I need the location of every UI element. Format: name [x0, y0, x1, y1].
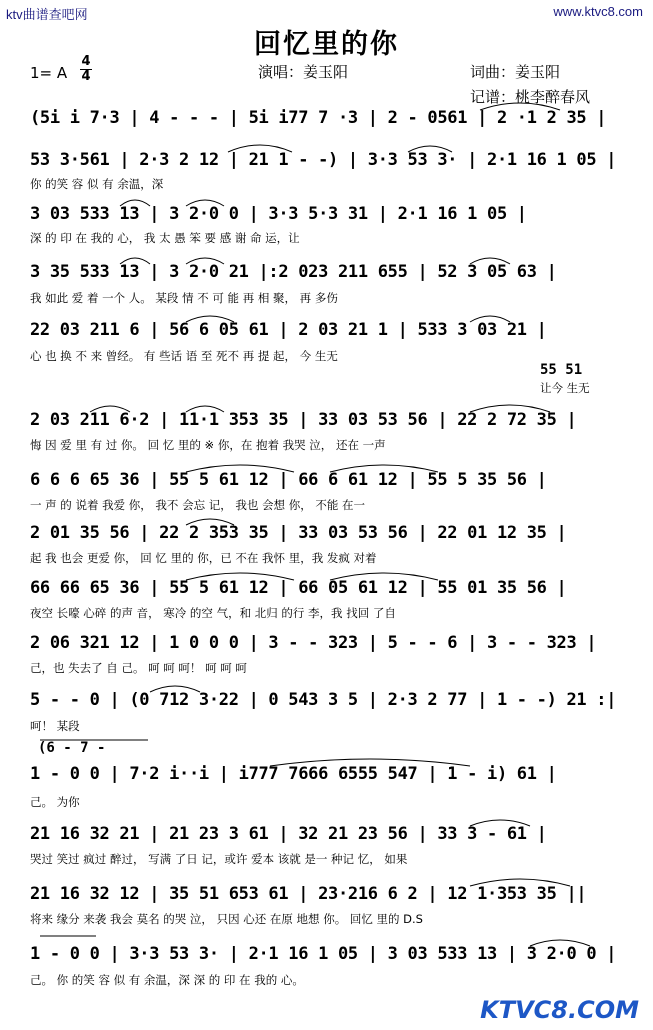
- notation-row: 53 3·561 | 2·3 2 12 | 21 1 - -) | 3·3 53 3· | 2·1 16 1 05 |: [30, 150, 617, 170]
- time-bottom: 4: [81, 69, 91, 84]
- notation-row: 21 16 32 21 | 21 23 3 61 | 32 21 23 56 | 33 3 - 61 |: [30, 824, 547, 844]
- notation-row: 1 - 0 0 | 7·2 i··i | i777 7666 6555 547 | 1 - i) 61 |: [30, 764, 557, 784]
- bracket-notation: (6 - 7 -: [38, 740, 106, 756]
- slur: [470, 316, 510, 322]
- site-url: www.ktvc8.com: [553, 4, 643, 19]
- lyrics-row: 一 声 的 说着 我爱 你， 我不 会忘 记， 我也 会想 你， 不能 在一: [30, 498, 366, 512]
- singer-credit: 演唱：姜玉阳: [258, 63, 349, 81]
- slur: [186, 406, 224, 412]
- slur: [186, 573, 294, 580]
- slur: [186, 200, 224, 206]
- notation-row: 2 03 211 6·2 | 11·1 353 35 | 33 03 53 56 | 22 2 72 35 |: [30, 410, 577, 430]
- lyrics-row: 己。 为你: [30, 795, 80, 809]
- slur: [120, 258, 150, 264]
- slur: [90, 406, 130, 412]
- slur: [186, 465, 294, 472]
- site-logo: KTVC8.COM: [480, 996, 639, 1024]
- slur: [470, 879, 570, 886]
- notation-row: 3 35 533 13 | 3 2·0 21 |:2 023 211 655 | 52 3 05 63 |: [30, 262, 557, 282]
- slur: [186, 519, 234, 525]
- lyrics-row: 起 我 也会 更爱 你， 回 忆 里的 你，已 不在 我怀 里，我 发疯 对着: [30, 551, 377, 565]
- notation-row: 2 01 35 56 | 22 2 353 35 | 33 03 53 56 | 22 01 12 35 |: [30, 523, 567, 543]
- key-signature: 1= A: [30, 64, 68, 82]
- slur: [150, 686, 200, 692]
- notation-row: 22 03 211 6 | 56 6 05 61 | 2 03 21 1 | 533 3 03 21 |: [30, 320, 547, 340]
- notation-row: 1 - 0 0 | 3·3 53 3· | 2·1 16 1 05 | 3 03 533 13 | 3 2·0 0 |: [30, 944, 617, 964]
- notation-row: 3 03 533 13 | 3 2·0 0 | 3·3 5·3 31 | 2·1 16 1 05 |: [30, 204, 527, 224]
- notation-row: 5 - - 0 | (0 712 3·22 | 0 543 3 5 | 2·3 2 77 | 1 - -) 21 :|: [30, 690, 617, 710]
- composer-credit: 词曲：姜玉阳: [470, 63, 561, 81]
- notation-row: 6 6 6 65 36 | 55 5 61 12 | 66 6 61 12 | 55 5 35 56 |: [30, 470, 547, 490]
- lyrics-row: 呵！ 某段: [30, 719, 80, 733]
- lyrics-row: 心 也 换 不 来 曾经。 有 些话 语 至 死不 再 提 起， 今 生无: [30, 349, 338, 363]
- slur: [270, 759, 470, 766]
- transcriber-credit: 记谱：桃李醉春风: [470, 88, 591, 106]
- lyrics-row: 将来 缘分 来袭 我会 莫名 的哭 泣， 只因 心还 在原 地想 你。 回忆 里的 D.S: [30, 912, 423, 926]
- slur: [470, 405, 550, 412]
- notation-row: 21 16 32 12 | 35 51 653 61 | 23·216 6 2 | 12 1·353 35 ||: [30, 884, 587, 904]
- notation-row: 2 06 321 12 | 1 0 0 0 | 3 - - 323 | 5 - - 6 | 3 - - 323 |: [30, 633, 597, 653]
- lyrics-row: 夜空 长嚎 心碎 的声 音， 寒冷 的空 气，和 北归 的行 李，我 找回 了自: [30, 606, 396, 620]
- lyrics-row: 我 如此 爱 着 一个 人。 某段 情 不 可 能 再 相 聚， 再 多伤: [30, 291, 338, 305]
- slur: [120, 200, 150, 206]
- song-title: 回忆里的你: [254, 29, 399, 60]
- slur: [330, 573, 438, 580]
- lyrics-row: 深 的 印 在 我的 心， 我 太 愚 笨 要 感 谢 命 运，让: [30, 231, 300, 245]
- time-top: 4: [81, 54, 91, 69]
- slur: [186, 258, 224, 264]
- lyrics-row: 己。 你 的笑 容 似 有 余温，深 深 的 印 在 我的 心。: [30, 973, 304, 987]
- slur: [186, 316, 234, 322]
- slur: [530, 940, 590, 946]
- slur: [330, 465, 438, 472]
- slur: [470, 820, 530, 826]
- notation-row: (5i i 7·3 | 4 - - - | 5i i77 7 ·3 | 2 - 0561 | 2 ·1 2 35 |: [30, 108, 607, 128]
- lyrics-row: 己，也 失去了 自 己。 呵 呵 呵！ 呵 呵 呵: [30, 661, 247, 675]
- site-watermark: ktv曲谱查吧网: [6, 7, 88, 22]
- slur: [228, 145, 292, 152]
- slur: [408, 146, 452, 152]
- alt-lyrics: 让今 生无: [540, 381, 590, 395]
- lyrics-row: 你 的笑 容 似 有 余温，深: [30, 177, 164, 191]
- lyrics-row: 哭过 笑过 疯过 醉过， 写满 了日 记，或许 爱本 该就 是一 种记 忆， 如果: [30, 852, 408, 866]
- lyrics-row: 悔 因 爱 里 有 过 你。 回 忆 里的 ※ 你，在 抱着 我哭 泣， 还在 一声: [30, 438, 386, 452]
- notation-row: 66 66 65 36 | 55 5 61 12 | 66 05 61 12 | 55 01 35 56 |: [30, 578, 567, 598]
- alt-notation: 55 51: [540, 362, 583, 378]
- slur: [470, 258, 510, 264]
- slur: [480, 103, 560, 110]
